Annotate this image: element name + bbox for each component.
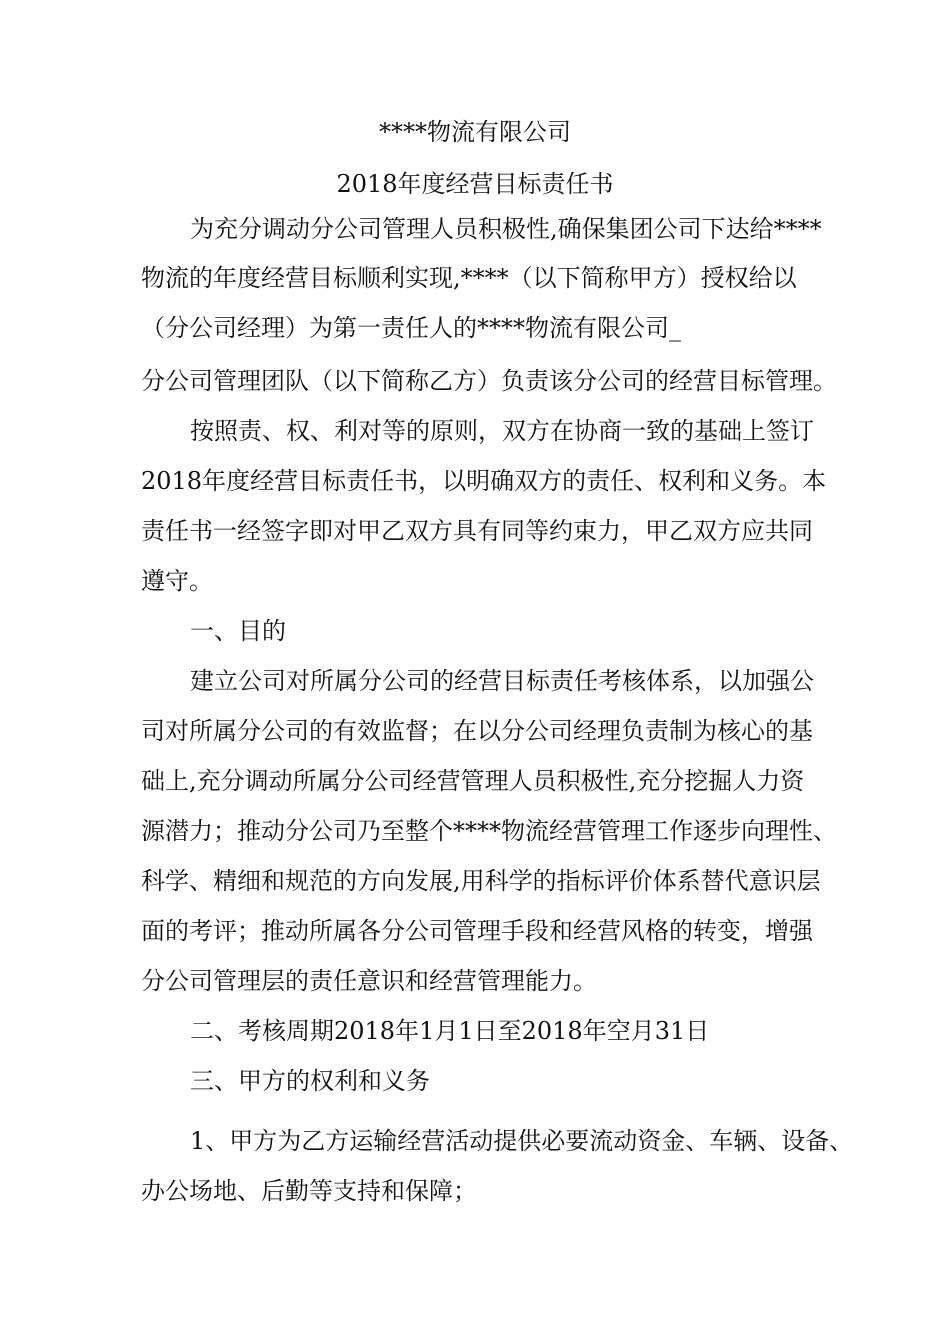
paragraph-line: 司对所属分公司的有效监督；在以分公司经理负责制为核心的基 [141,717,813,745]
company-title: ****物流有限公司 [379,118,571,146]
section-heading: 三、甲方的权利和义务 [190,1067,430,1095]
paragraph-line: 分公司管理团队（以下简称乙方）负责该分公司的经营目标管理。 [141,367,837,395]
paragraph-line: 2018年度经营目标责任书，以明确双方的责任、权利和义务。本 [141,467,827,495]
paragraph-line: （分公司经理）为第一责任人的****物流有限公司_ [141,314,681,342]
section-heading: 二、考核周期2018年1月1日至2018年空月31日 [190,1017,710,1045]
paragraph-line: 按照责、权、利对等的原则，双方在协商一致的基础上签订 [190,417,814,445]
paragraph-line: 科学、精细和规范的方向发展,用科学的指标评价体系替代意识层 [141,867,821,895]
document-title: 2018年度经营目标责任书 [336,170,614,198]
paragraph-line: 分公司管理层的责任意识和经营管理能力。 [141,967,597,995]
section-heading: 一、目的 [190,617,286,645]
paragraph-line: 1、甲方为乙方运输经营活动提供必要流动资金、车辆、设备、 [190,1127,854,1155]
paragraph-line: 责任书一经签字即对甲乙双方具有同等约束力，甲乙双方应共同 [141,517,813,545]
paragraph-line: 建立公司对所属分公司的经营目标责任考核体系，以加强公 [190,667,814,695]
paragraph-line: 物流的年度经营目标顺利实现,****（以下简称甲方）授权给以 [141,264,797,292]
paragraph-line: 源潜力；推动分公司乃至整个****物流经营管理工作逐步向理性、 [141,817,837,845]
paragraph-line: 为充分调动分公司管理人员积极性,确保集团公司下达给**** [190,215,822,243]
paragraph-line: 遵守。 [141,567,213,595]
paragraph-line: 面的考评；推动所属各分公司管理手段和经营风格的转变，增强 [141,917,813,945]
paragraph-line: 础上,充分调动所属分公司经营管理人员积极性,充分挖掘人力资 [141,767,805,795]
paragraph-line: 办公场地、后勤等支持和保障； [141,1177,477,1205]
